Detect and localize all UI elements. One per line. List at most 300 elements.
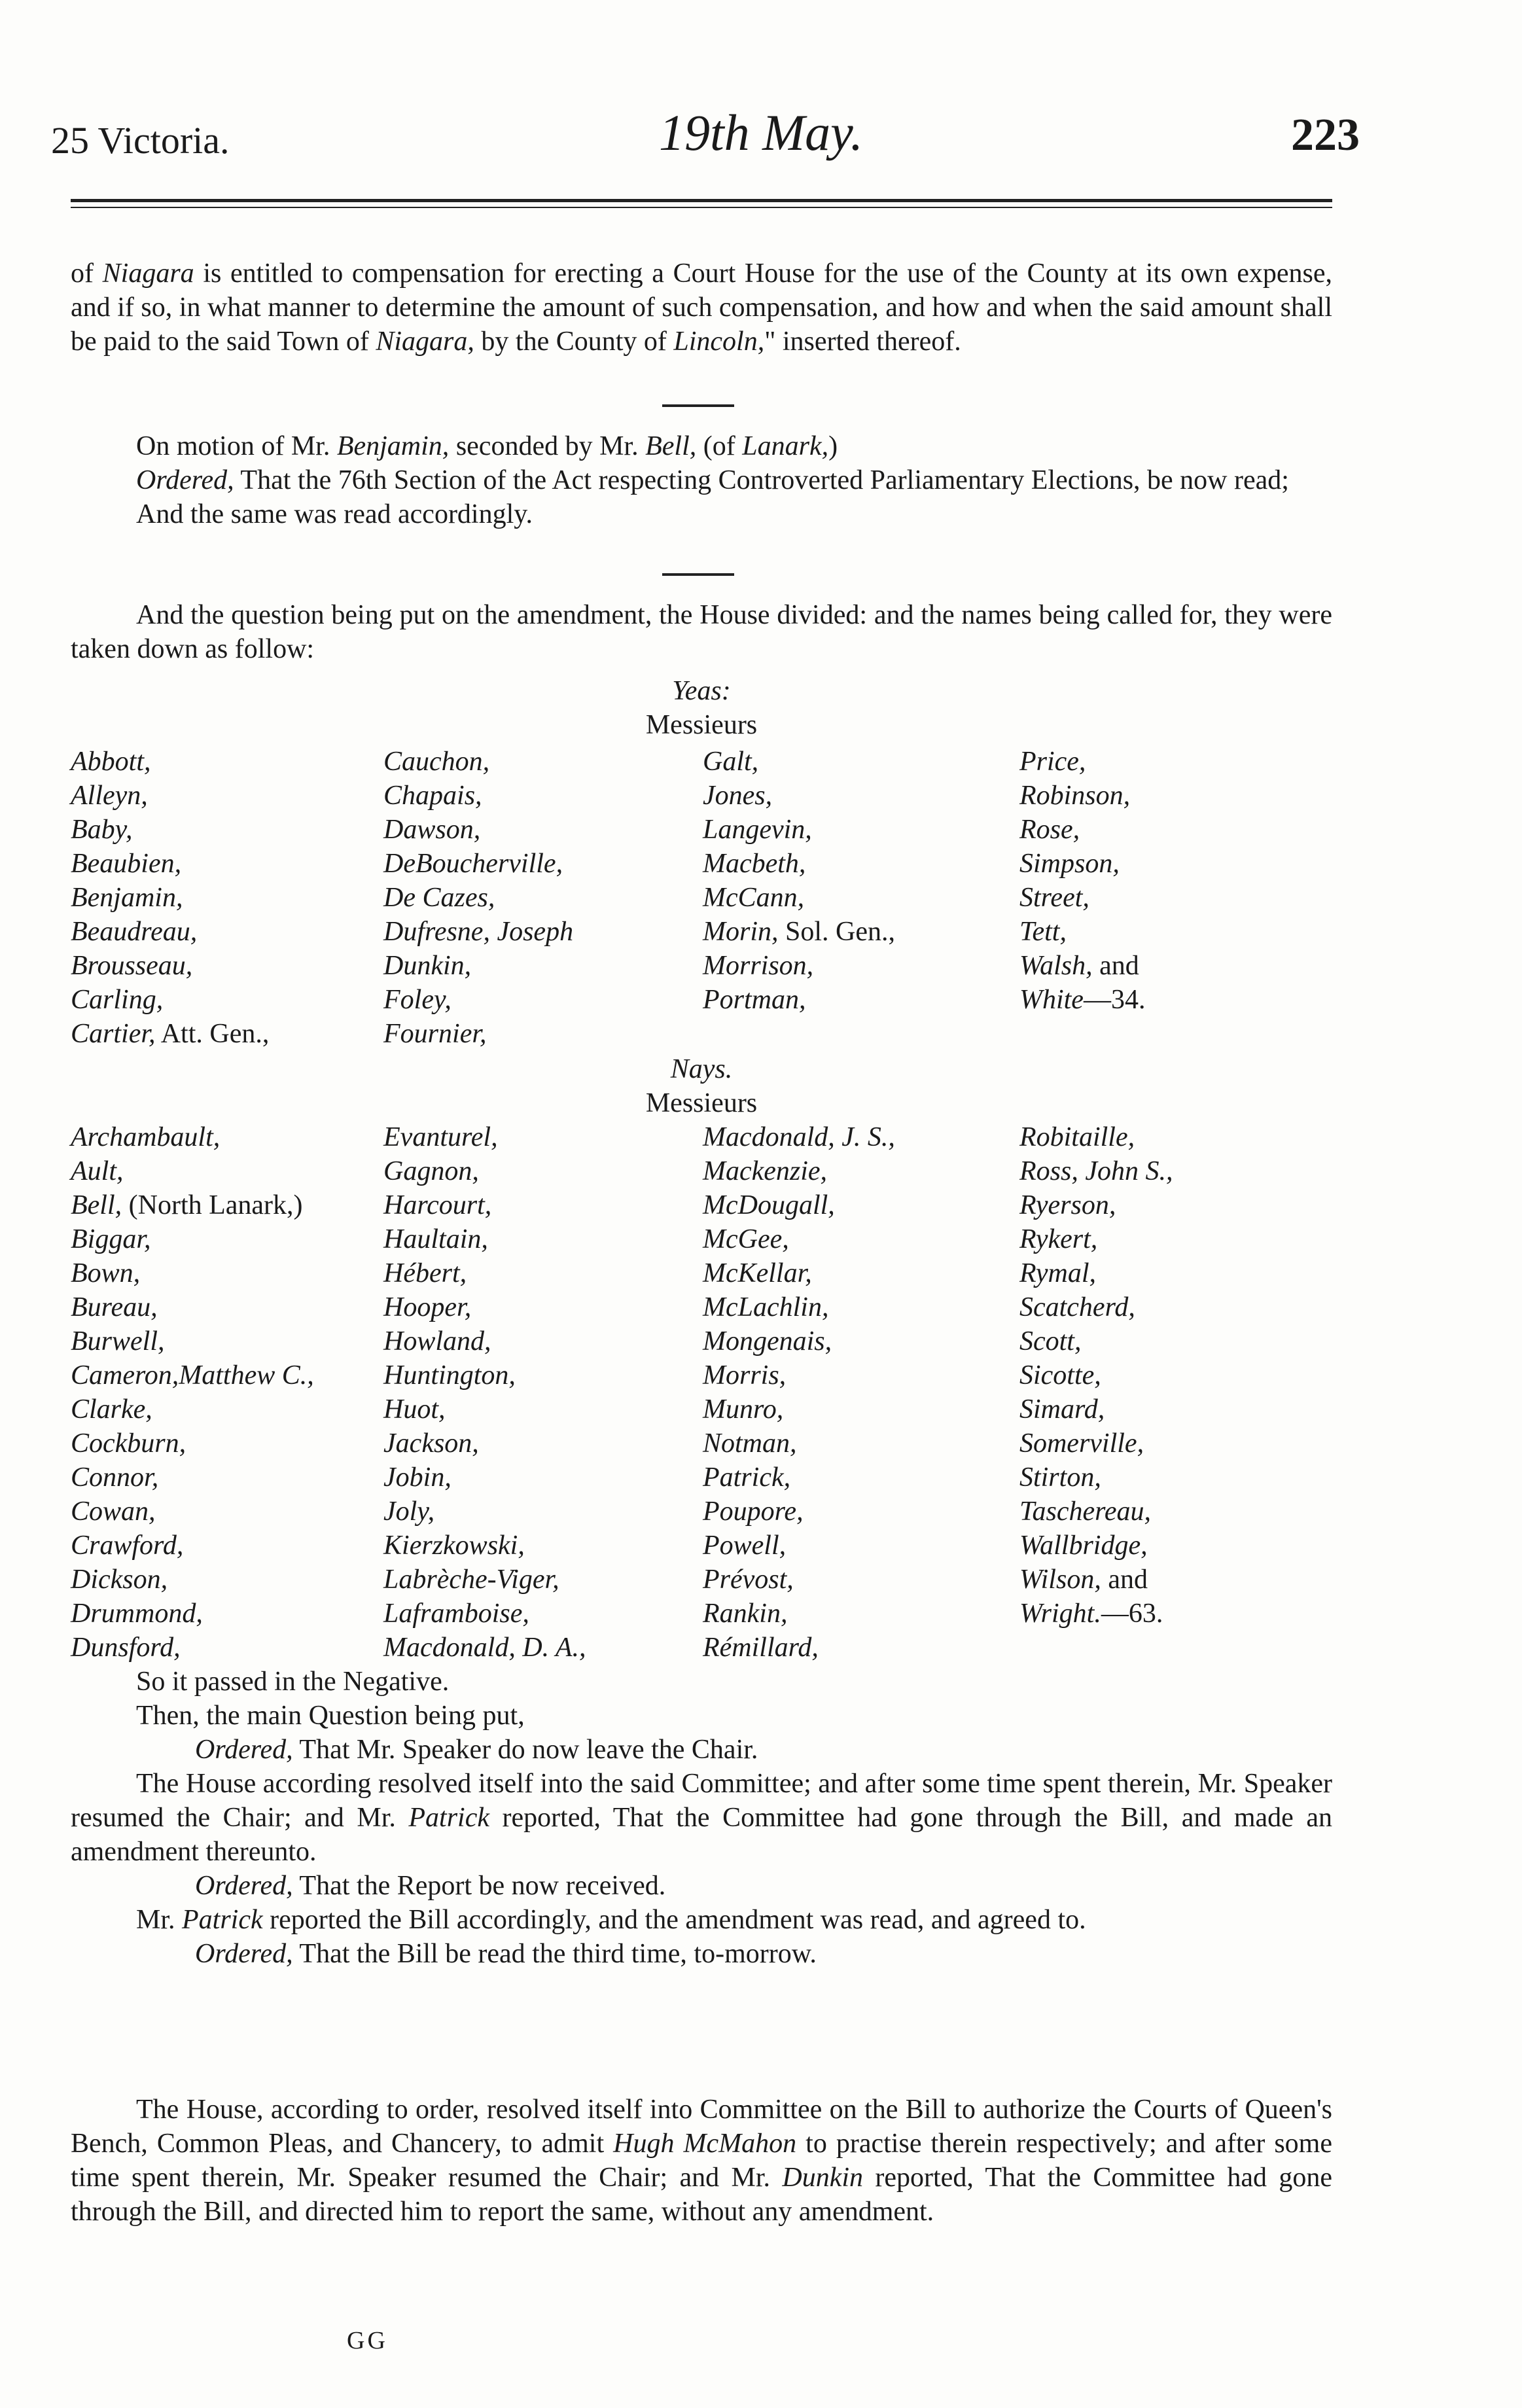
member-surname: Prévost, [702,1565,794,1595]
italic-run: Niagara [102,258,194,289]
member-name [71,1426,383,1461]
member-surname: Jackson, [383,1428,479,1459]
member-surname: Alleyn, [71,781,148,811]
member-surname: Beaubien, [71,849,182,879]
member-surname: Burwell, [71,1326,165,1356]
member-name [1019,1154,1332,1188]
text-run: to practise therein respectively; and after some time spent therein, Mr. Speaker resumed the Chair; and Mr. [71,2129,1332,2193]
member-surname: Morin, [702,917,779,947]
member-row [71,779,1332,813]
member-surname: Hooper, [383,1292,472,1322]
member-surname: Brousseau, [71,951,193,981]
member-name [383,1461,703,1495]
question-text: And the question being put on the amendment, the House divided: and the names being called for, they were taken down as follow: [71,600,1332,664]
member-surname: Harcourt, [383,1190,492,1220]
italic-run: Ordered, [195,1735,293,1765]
member-surname: Macbeth, [702,849,806,879]
member-name [703,1120,1019,1154]
member-surname: Sicotte, [1019,1360,1101,1390]
member-suffix: (North Lanark,) [122,1190,303,1220]
member-surname: DeBoucherville, [383,849,563,879]
member-name [703,983,1019,1017]
member-surname: Stirton, [1019,1462,1101,1493]
member-name [703,1154,1019,1188]
member-surname: Mongenais, [702,1326,832,1356]
member-name [71,1631,383,1665]
italic-run: Lanark, [742,431,829,461]
member-name [703,915,1019,949]
member-name [71,1495,383,1529]
nays-label: Nays. [670,1054,733,1084]
member-name [703,881,1019,915]
member-row [71,1597,1332,1631]
text-run: Mr. [136,1905,183,1935]
member-surname: Rykert, [1019,1224,1098,1254]
motion-line [71,429,1332,463]
member-name [703,1324,1019,1358]
member-row [71,813,1332,847]
member-name [383,1120,703,1154]
member-name [71,745,383,779]
member-surname: Evanturel, [383,1122,498,1152]
member-name [703,1358,1019,1392]
member-surname: Price, [1019,747,1086,777]
member-surname: Dickson, [71,1565,168,1595]
member-name [1019,1426,1332,1461]
member-name [71,779,383,813]
text-run: That Mr. Speaker do now leave the Chair. [292,1735,758,1765]
member-suffix: and [1092,951,1139,981]
member-surname: Connor, [71,1462,159,1493]
member-surname: Cauchon, [383,747,490,777]
member-surname: Cartier, [71,1019,156,1049]
member-name [1019,1324,1332,1358]
member-surname: McKellar, [702,1258,812,1288]
member-name [71,1358,383,1392]
member-name [703,1631,1019,1665]
member-surname: Laframboise, [383,1599,529,1629]
member-name [71,1324,383,1358]
member-surname: Howland, [383,1326,491,1356]
member-surname: Fournier, [383,1019,487,1049]
read-line: And the same was read accordingly. [136,499,533,529]
member-surname: Joly, [383,1496,435,1527]
yeas-list [71,745,1332,1051]
italic-run: Patrick [408,1803,490,1833]
member-row [71,745,1332,779]
nays-messieurs: Messieurs [645,1088,758,1118]
section-separator [662,573,734,576]
member-name [71,1188,383,1222]
member-row [71,1188,1332,1222]
nays-list [71,1120,1332,1665]
text-run: That the Report be now received. [292,1871,666,1901]
text-run: On motion of Mr. [136,431,337,461]
report-line [71,1869,1332,1903]
member-name [383,1426,703,1461]
member-suffix: —63. [1101,1599,1163,1629]
member-surname: White [1019,985,1084,1015]
text-run: " inserted thereof. [764,327,961,357]
member-suffix: Att. Gen., [155,1019,270,1049]
member-row [71,1256,1332,1290]
text-run: reported, That the Committee had gone through the Bill, and directed him to report the same, without any amendment. [71,2163,1332,2227]
member-surname: Patrick, [702,1462,791,1493]
member-name [71,1154,383,1188]
member-surname: Labrèche-Viger, [383,1565,559,1595]
member-name [1019,1563,1332,1597]
member-surname: Dawson, [383,815,481,845]
text-run: The House according resolved itself into the said Committee; and after some time spent therein, Mr. Speaker resumed the Chair; and Mr. [71,1769,1332,1833]
opening-paragraph [71,257,1332,359]
member-surname: Dufresne, Joseph [383,917,574,947]
member-name [1019,915,1332,949]
member-name [1019,813,1332,847]
member-surname: Huot, [383,1394,446,1425]
member-surname: Beaudreau, [71,917,198,947]
member-surname: Poupore, [702,1496,804,1527]
member-name [703,1222,1019,1256]
member-surname: McLachlin, [702,1292,829,1322]
member-name [383,1631,703,1665]
member-surname: Wilson, [1019,1565,1101,1595]
header-rule-bottom [71,207,1332,208]
member-row [71,1426,1332,1461]
member-surname: McGee, [702,1224,789,1254]
nays-heading [71,1052,1332,1120]
member-name [1019,745,1332,779]
member-name [703,1461,1019,1495]
member-surname: Notman, [702,1428,797,1459]
member-name [703,949,1019,983]
member-surname: Baby, [71,815,133,845]
member-surname: Scatcherd, [1019,1292,1135,1322]
text-run: is entitled to compensation for erecting a Court House for the use of the County at its own expense, and if so, in what manner to determine the amount of such compensation, and how and when the said amount shall be paid to the said Town of [71,258,1332,357]
member-name [703,1426,1019,1461]
header-regnal-year: 25 Victoria. [51,119,230,162]
member-surname: Foley, [383,985,451,1015]
member-name [383,1188,703,1222]
text-run: Then, the main Question being put, [136,1701,525,1731]
member-name [383,881,703,915]
member-surname: Rose, [1019,815,1080,845]
member-surname: Powell, [702,1531,787,1561]
italic-run: Patrick [182,1905,263,1935]
proceeding-line [71,1699,1332,1733]
member-row [71,983,1332,1017]
member-name [383,847,703,881]
member-name [703,1392,1019,1426]
member-surname: Galt, [702,747,759,777]
proceeding-line [71,1665,1332,1699]
member-name [71,1597,383,1631]
member-row [71,1563,1332,1597]
member-surname: Archambault, [71,1122,221,1152]
member-row [71,1154,1332,1188]
member-surname: Wright. [1019,1599,1101,1629]
text-run: The House, according to order, resolved itself into Committee on the Bill to authorize the Courts of Queen's Bench, Common Pleas, and Chancery, to admit [71,2095,1332,2159]
member-surname: Tett, [1019,917,1067,947]
member-name [71,949,383,983]
member-surname: Ross, John S., [1019,1156,1173,1186]
text-run: reported the Bill accordingly, and the amendment was read, and agreed to. [262,1905,1086,1935]
member-surname: Rankin, [702,1599,788,1629]
member-surname: Bureau, [71,1292,158,1322]
italic-run: Benjamin, [336,431,450,461]
ordered-word: Ordered, [136,465,234,495]
member-surname: Simpson, [1019,849,1120,879]
member-name [383,1222,703,1256]
member-surname: Abbott, [71,747,151,777]
member-row [71,1324,1332,1358]
member-name [71,1256,383,1290]
italic-run: Hugh McMahon [613,2129,797,2159]
member-surname: Cowan, [71,1496,156,1527]
member-name [1019,1222,1332,1256]
member-name [703,1290,1019,1324]
member-surname: Crawford, [71,1531,184,1561]
member-name [703,745,1019,779]
member-surname: Benjamin, [71,883,183,913]
member-surname: Scott, [1019,1326,1082,1356]
member-surname: McCann, [702,883,805,913]
member-name [71,983,383,1017]
text-run: That the Bill be read the third time, to-morrow. [292,1939,817,1969]
member-surname: McDougall, [702,1190,835,1220]
member-name [1019,847,1332,881]
member-surname: Chapais, [383,781,482,811]
member-name [1019,1529,1332,1563]
member-surname: Huntington, [383,1360,516,1390]
member-surname: Cameron,Matthew C., [71,1360,314,1390]
text-run: So it passed in the Negative. [136,1667,450,1697]
member-name [703,779,1019,813]
member-surname: Carling, [71,985,164,1015]
member-name [1019,1358,1332,1392]
header-rule-top [71,199,1332,202]
member-surname: Wallbridge, [1019,1531,1148,1561]
member-name [703,813,1019,847]
page-number: 223 [1291,110,1360,160]
member-name [383,1290,703,1324]
member-name [1019,779,1332,813]
member-name [703,1529,1019,1563]
member-row [71,1529,1332,1563]
member-surname: Kierzkowski, [383,1531,525,1561]
member-name [383,1597,703,1631]
italic-run: Bell, [645,431,697,461]
member-name [383,1154,703,1188]
member-name [703,1188,1019,1222]
member-name [383,813,703,847]
member-name [1019,1461,1332,1495]
text-run: ) [828,431,838,461]
member-surname: Dunsford, [71,1633,181,1663]
member-name [1019,983,1332,1017]
member-name [71,1392,383,1426]
member-surname: Clarke, [71,1394,152,1425]
member-surname: Morris, [702,1360,787,1390]
member-name [1019,881,1332,915]
ordered-text: That the 76th Section of the Act respecting Controverted Parliamentary Elections, be now read; [234,465,1289,495]
text-run: by the County of [474,327,674,357]
member-surname: Street, [1019,883,1089,913]
member-name [1019,1256,1332,1290]
member-name [383,1392,703,1426]
member-name [383,1358,703,1392]
member-name [383,1017,703,1051]
member-surname: Rymal, [1019,1258,1097,1288]
member-suffix: Sol. Gen., [778,917,895,947]
member-row [71,1358,1332,1392]
member-surname: Gagnon, [383,1156,479,1186]
member-surname: Macdonald, D. A., [383,1633,586,1663]
member-surname: Portman, [702,985,806,1015]
member-name [1019,1120,1332,1154]
member-name [1019,1597,1332,1631]
member-name [383,779,703,813]
member-row [71,949,1332,983]
italic-run: Ordered, [195,1871,293,1901]
member-row [71,1392,1332,1426]
header-date: 19th May. [659,104,863,161]
member-name [71,915,383,949]
member-surname: Langevin, [702,815,812,845]
member-surname: Jobin, [383,1462,451,1493]
member-name [71,847,383,881]
member-name [383,949,703,983]
member-name [71,1222,383,1256]
member-row [71,1222,1332,1256]
member-name [703,847,1019,881]
report-lines [71,1869,1332,1971]
member-surname: Robinson, [1019,781,1131,811]
member-surname: Robitaille, [1019,1122,1135,1152]
member-row [71,881,1332,915]
member-surname: Jones, [702,781,773,811]
member-surname: Macdonald, J. S., [702,1122,895,1152]
committee-paragraph [71,1767,1332,1869]
member-row [71,915,1332,949]
member-name [703,1563,1019,1597]
member-surname: Ryerson, [1019,1190,1116,1220]
member-name [71,1120,383,1154]
member-name [703,1017,1019,1051]
member-surname: Dunkin, [383,951,472,981]
italic-run: Niagara, [376,327,474,357]
member-name [383,983,703,1017]
italic-run: Lincoln, [673,327,765,357]
member-surname: Taschereau, [1019,1496,1152,1527]
text-run: reported, That the Committee had gone through the Bill, and made an amendment thereunto. [71,1803,1332,1867]
member-surname: Hébert, [383,1258,467,1288]
member-name [383,1256,703,1290]
member-suffix: —34. [1083,985,1146,1015]
member-name [71,1017,383,1051]
report-line [71,1937,1332,1971]
member-name [383,745,703,779]
italic-run: Ordered, [195,1939,293,1969]
member-name [703,1495,1019,1529]
member-row [71,1461,1332,1495]
member-name [1019,949,1332,983]
member-surname: Ault, [71,1156,124,1186]
member-name [1019,1392,1332,1426]
yeas-label: Yeas: [672,676,731,706]
member-name [71,1529,383,1563]
member-row [71,1017,1332,1051]
member-name [383,1563,703,1597]
division-question [71,598,1332,666]
member-name [703,1597,1019,1631]
member-surname: Walsh, [1019,951,1093,981]
yeas-messieurs: Messieurs [645,710,758,740]
motion-block [71,429,1332,531]
after-vote-lines [71,1665,1332,1767]
member-surname: Simard, [1019,1394,1105,1425]
member-name [383,1324,703,1358]
member-name [1019,1188,1332,1222]
member-surname: De Cazes, [383,883,495,913]
member-name [71,1290,383,1324]
text-run: of [71,258,103,289]
member-name [71,1461,383,1495]
member-surname: Biggar, [71,1224,151,1254]
member-name [703,1256,1019,1290]
signature-mark: GG [347,2327,388,2354]
member-surname: Morrison, [702,951,814,981]
proceedings-block [71,1665,1332,1971]
ordered-line [71,463,1332,497]
final-paragraph-block [71,2093,1332,2229]
proceeding-line [71,1733,1332,1767]
member-row [71,847,1332,881]
opening-paragraph-text [71,257,1332,359]
member-name [71,813,383,847]
member-surname: Rémillard, [702,1633,819,1663]
member-surname: Mackenzie, [702,1156,828,1186]
member-name [1019,1017,1332,1051]
yeas-heading [71,674,1332,742]
member-row [71,1120,1332,1154]
member-name [383,1495,703,1529]
member-row [71,1631,1332,1665]
member-name [1019,1495,1332,1529]
member-row [71,1495,1332,1529]
member-name [71,881,383,915]
member-surname: Somerville, [1019,1428,1144,1459]
final-paragraph [71,2093,1332,2229]
member-surname: Bell, [71,1190,122,1220]
text-run: (of [696,431,743,461]
member-surname: Haultain, [383,1224,488,1254]
member-row [71,1290,1332,1324]
member-surname: Bown, [71,1258,141,1288]
member-name [1019,1290,1332,1324]
report-line [71,1903,1332,1937]
member-surname: Drummond, [71,1599,203,1629]
member-name [383,1529,703,1563]
member-name [383,915,703,949]
member-surname: Munro, [702,1394,784,1425]
member-name [1019,1631,1332,1665]
member-surname: Cockburn, [71,1428,186,1459]
member-name [71,1563,383,1597]
section-separator [662,404,734,407]
italic-run: Dunkin [782,2163,864,2193]
text-run: seconded by Mr. [449,431,646,461]
member-suffix: and [1101,1565,1148,1595]
